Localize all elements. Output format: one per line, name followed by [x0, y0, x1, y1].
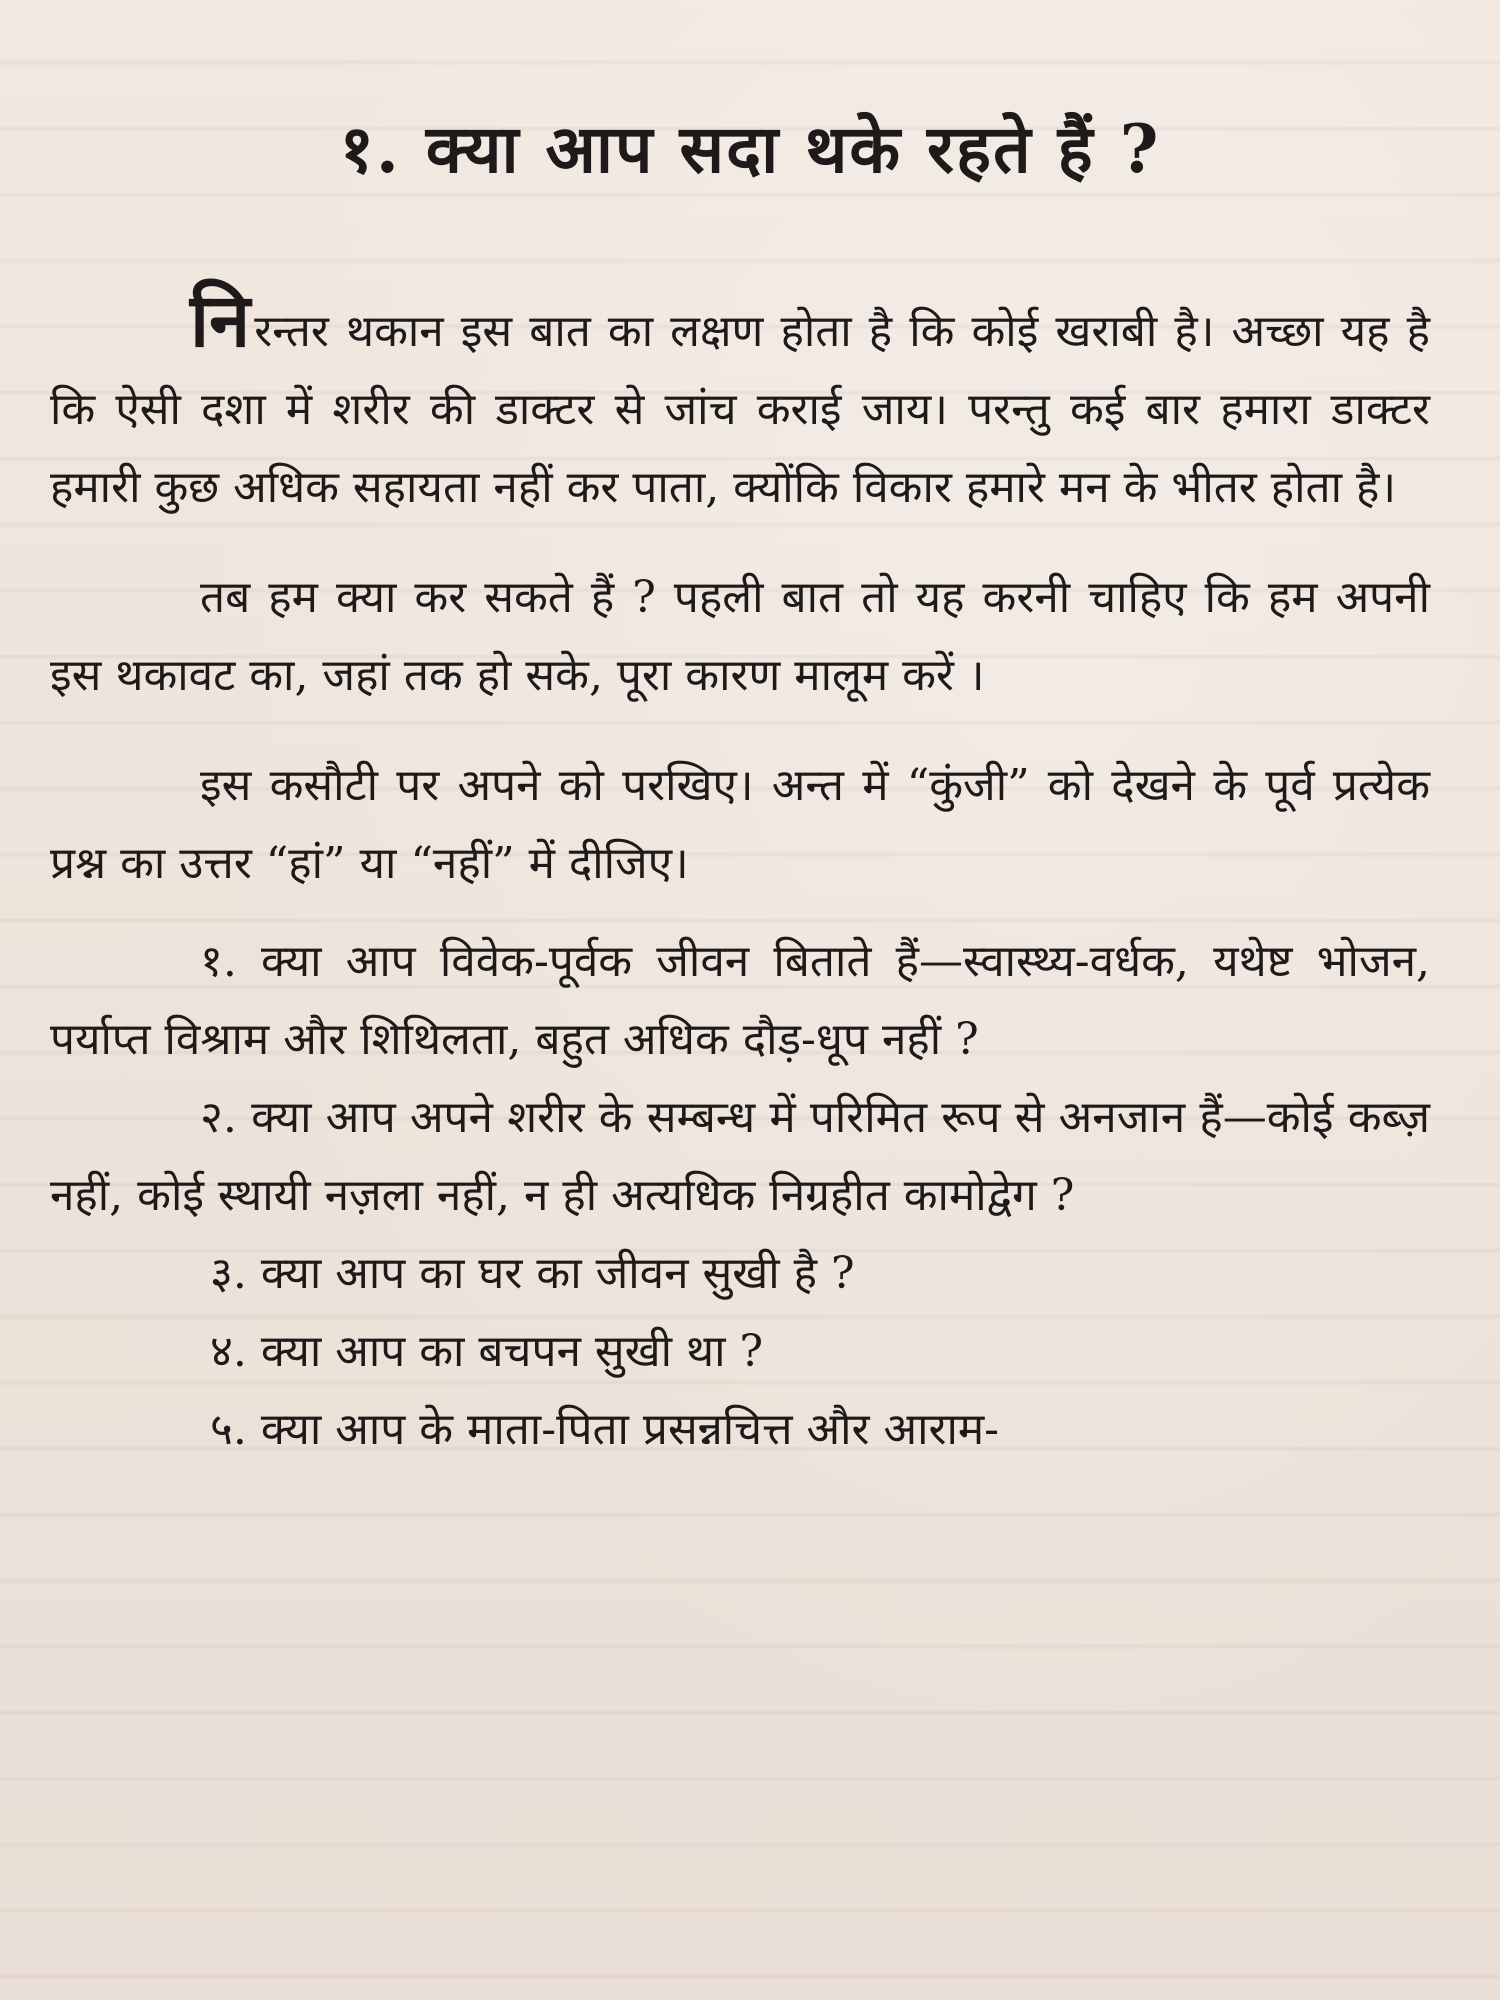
paragraph-2: तब हम क्या कर सकते हैं ? पहली बात तो यह करनी चाहिए कि हम अपनी इस थकावट का, जहां तक हो सके, पूरा कारण मालूम करें । [50, 572, 1430, 701]
question-2: २. क्या आप अपने शरीर के सम्बन्ध में परिमित रूप से अनजान हैं—कोई कब्ज़ नहीं, कोई स्थायी नज़ला नहीं, न ही अत्यधिक निग्रहीत कामोद्वेग ? [50, 1092, 1430, 1221]
drop-cap: नि [190, 278, 251, 364]
question-4: ४. क्या आप का बचपन सुखी था ? [210, 1326, 764, 1377]
chapter-title: १. क्या आप सदा थके रहते हैं ? [339, 110, 1161, 188]
paragraph-3: इस कसौटी पर अपने को परखिए। अन्त में “कुंजी” को देखने के पूर्व प्रत्येक प्रश्न का उत्तर “हां” या “नहीं” में दीजिए। [50, 760, 1430, 889]
chapter-body [50, 278, 1430, 1469]
paragraph-1 [50, 278, 1430, 527]
paragraph-1-text: रन्तर थकान इस बात का लक्षण होता है कि कोई खराबी है। अच्छा यह है कि ऐसी दशा में शरीर की डाक्टर से जांच कराई जाय। परन्तु कई बार हमारा डाक्टर हमारी कुछ अधिक सहायता नहीं कर पाता, क्योंकि विकार हमारे मन के भीतर होता है। [50, 306, 1430, 513]
question-5: ५. क्या आप के माता-पिता प्रसन्नचित्त और आराम- [210, 1404, 1000, 1455]
question-3: ३. क्या आप का घर का जीवन सुखी है ? [210, 1248, 855, 1299]
question-1: १. क्या आप विवेक-पूर्वक जीवन बिताते हैं—स्वास्थ्य-वर्धक, यथेष्ट भोजन, पर्याप्त विश्राम और शिथिलता, बहुत अधिक दौड़-धूप नहीं ? [50, 936, 1430, 1065]
